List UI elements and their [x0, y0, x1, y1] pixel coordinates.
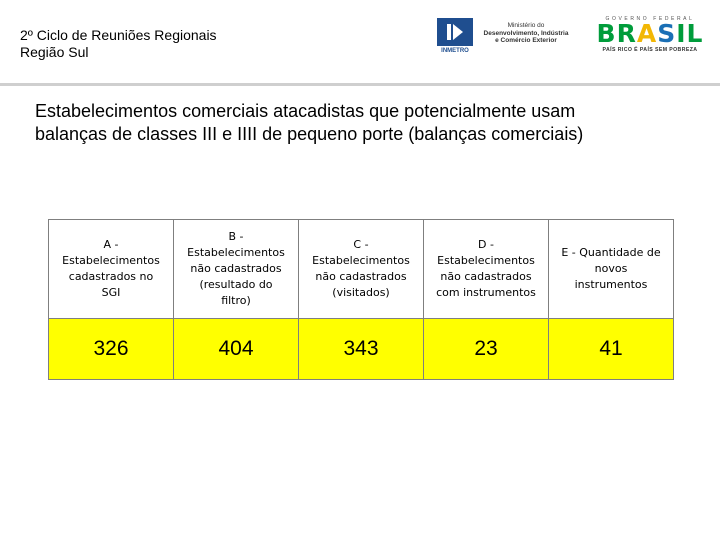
event-title-line1: 2º Ciclo de Reuniões Regionais: [20, 27, 217, 43]
inmetro-mark-icon: [445, 22, 465, 42]
column-header-c: [299, 220, 424, 319]
brasil-letters-1: BR: [596, 19, 637, 48]
header-line: novos: [594, 262, 628, 275]
header-line: não cadastrados: [315, 270, 407, 283]
header-line: com instrumentos: [436, 286, 536, 299]
value-cell-d: 23: [424, 319, 549, 380]
inmetro-logo-square: [437, 18, 473, 46]
header-line: D -: [478, 238, 494, 251]
column-header-a: [49, 220, 174, 319]
header-line: instrumentos: [574, 278, 648, 291]
ministry-line2: Desenvolvimento, Indústria: [483, 29, 569, 37]
event-title: [20, 27, 217, 61]
brasil-government-logo: [594, 16, 706, 54]
column-header-b: [174, 220, 299, 319]
value-cell-e: 41: [549, 319, 674, 380]
brasil-logo-top: GOVERNO FEDERAL: [605, 16, 695, 22]
value-cell-a: 326: [49, 319, 174, 380]
column-header-e: [549, 220, 674, 319]
establishments-table: [48, 219, 674, 380]
value-cell-c: 343: [299, 319, 424, 380]
header-line: A -: [103, 238, 119, 251]
ministry-logo: [478, 22, 574, 45]
slide-title: [35, 100, 695, 146]
header-line: C -: [353, 238, 369, 251]
header-line: não cadastrados: [440, 270, 532, 283]
header-line: (resultado do: [199, 278, 273, 291]
table-row: [49, 319, 674, 380]
ministry-line1: Ministério do: [507, 22, 545, 29]
header-line: (visitados): [332, 286, 390, 299]
header-line: Estabelecimentos: [187, 246, 285, 259]
slide-title-line1: Estabelecimentos comerciais atacadistas que potencialmente usam: [35, 101, 576, 121]
header-divider: [0, 83, 720, 86]
header-line: não cadastrados: [190, 262, 282, 275]
brasil-letters-2: A: [636, 19, 658, 48]
header-line: Estabelecimentos: [312, 254, 410, 267]
value-cell-b: 404: [174, 319, 299, 380]
brasil-letters-4: IL: [676, 19, 704, 48]
inmetro-logo: [437, 18, 473, 56]
header-line: B -: [228, 230, 244, 243]
event-title-line2: Região Sul: [20, 44, 89, 60]
header-line: Estabelecimentos: [62, 254, 160, 267]
table-header-row: [49, 220, 674, 319]
slide-header: [0, 0, 720, 84]
slide-title-line2: balanças de classes III e IIII de pequeno porte (balanças comerciais): [35, 124, 584, 144]
brasil-letters-3: S: [657, 19, 677, 48]
ministry-line3: e Comércio Exterior: [495, 37, 557, 44]
column-header-d: [424, 220, 549, 319]
header-line: E - Quantidade de: [561, 246, 661, 259]
inmetro-label: INMETRO: [441, 48, 469, 54]
brasil-tagline: PAÍS RICO É PAÍS SEM POBREZA: [602, 47, 698, 53]
header-line: SGI: [101, 286, 121, 299]
header-line: cadastrados no: [68, 270, 154, 283]
header-line: filtro): [221, 294, 251, 307]
header-line: Estabelecimentos: [437, 254, 535, 267]
